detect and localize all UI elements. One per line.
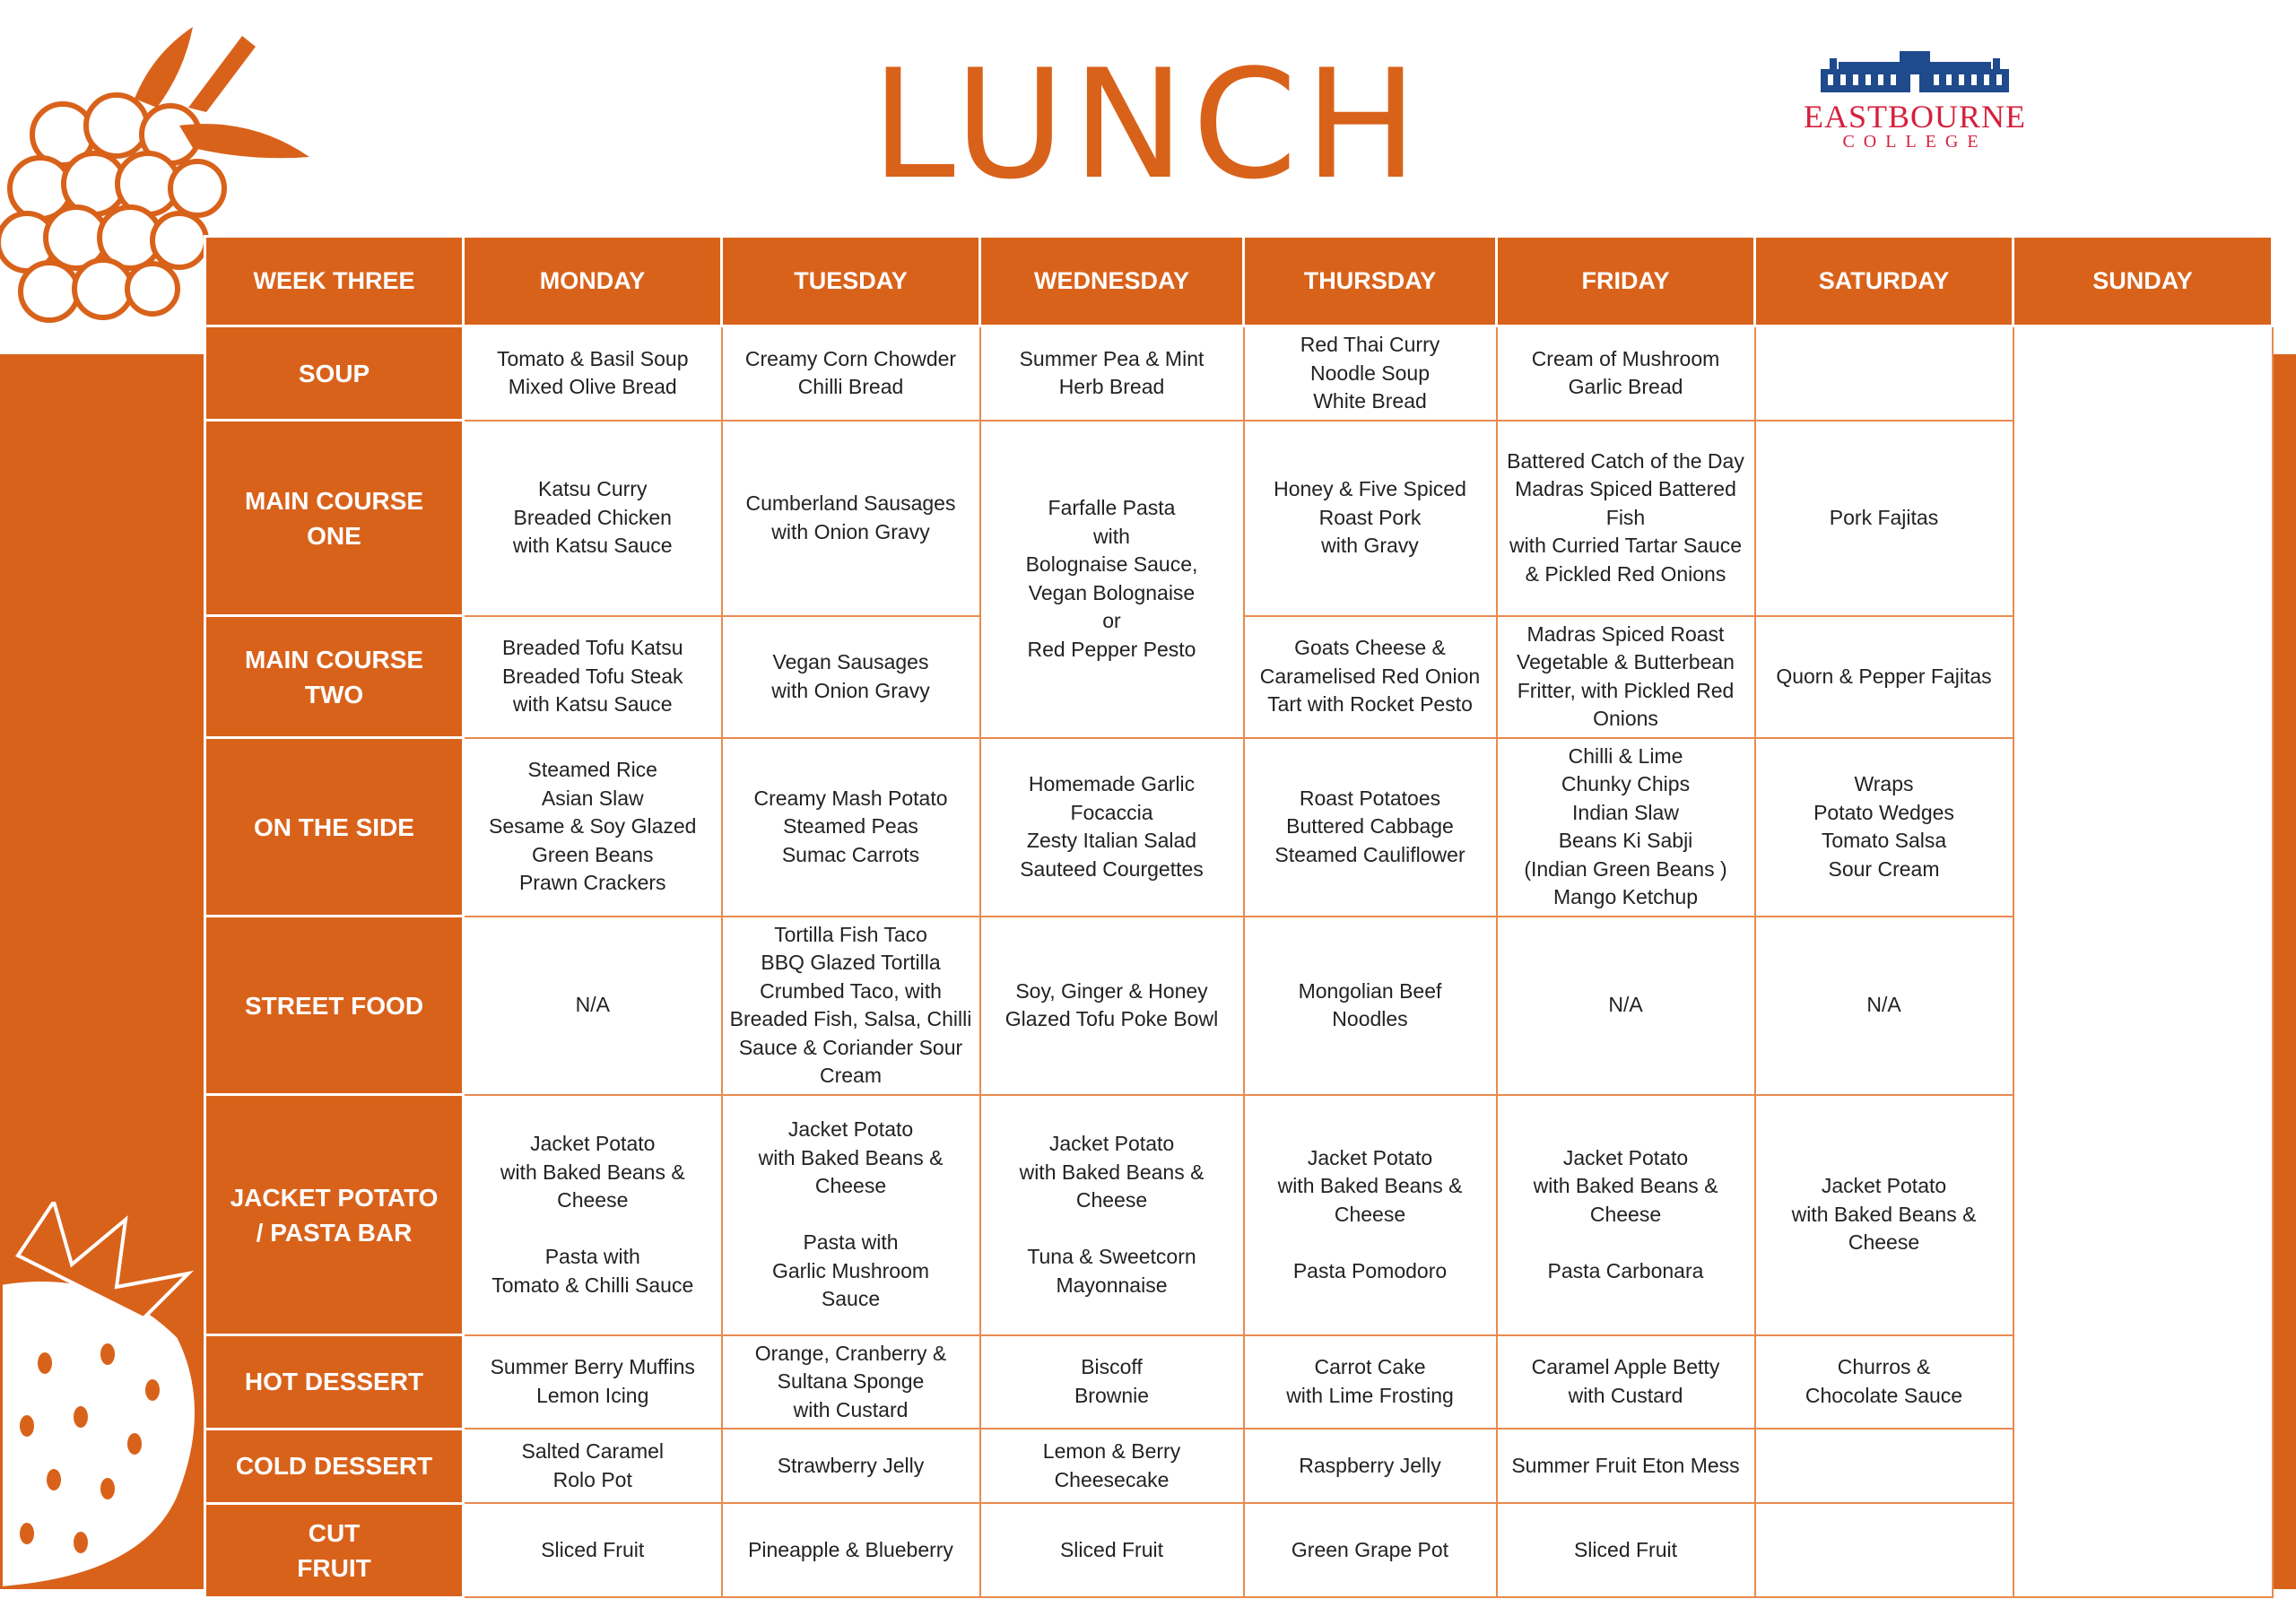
side-saturday: Wraps Potato Wedges Tomato Salsa Sour Cream [1755, 738, 2013, 917]
strawberry-illustration-icon [0, 1202, 206, 1589]
logo-subtitle: COLLEGE [1842, 132, 1987, 152]
soup-friday: Cream of Mushroom Garlic Bread [1497, 326, 1755, 421]
hot-dessert-monday: Summer Berry Muffins Lemon Icing [464, 1335, 722, 1430]
soup-monday: Tomato & Basil Soup Mixed Olive Bread [464, 326, 722, 421]
hot-dessert-friday: Caramel Apple Betty with Custard [1497, 1335, 1755, 1430]
jacket-potato-row [205, 1095, 2273, 1335]
street-tuesday: Tortilla Fish Taco BBQ Glazed Tortilla Crumbed Taco, with Breaded Fish, Salsa, Chilli Sauce & Coriander Sour Cream [722, 917, 980, 1095]
jacket-tuesday: Jacket Potato with Baked Beans & Cheese Pasta with Garlic Mushroom Sauce [722, 1095, 980, 1335]
hot-dessert-tuesday: Orange, Cranberry & Sultana Sponge with Custard [722, 1335, 980, 1430]
row-label-cold-dessert: COLD DESSERT [205, 1429, 464, 1503]
main-one-thursday: Honey & Five Spiced Roast Pork with Gravy [1244, 421, 1497, 616]
soup-thursday: Red Thai Curry Noodle Soup White Bread [1244, 326, 1497, 421]
week-label: WEEK THREE [205, 237, 464, 326]
main-one-monday: Katsu Curry Breaded Chicken with Katsu Sauce [464, 421, 722, 616]
hot-dessert-wednesday: Biscoff Brownie [980, 1335, 1244, 1430]
main-two-saturday: Quorn & Pepper Fajitas [1755, 616, 2013, 738]
fruit-tuesday: Pineapple & Blueberry [722, 1503, 980, 1597]
side-thursday: Roast Potatoes Buttered Cabbage Steamed Cauliflower [1244, 738, 1497, 917]
side-monday: Steamed Rice Asian Slaw Sesame & Soy Glazed Green Beans Prawn Crackers [464, 738, 722, 917]
main-course-one-row [205, 421, 2273, 616]
row-label-main-course-two: MAIN COURSE TWO [205, 616, 464, 738]
hot-dessert-row [205, 1335, 2273, 1430]
street-wednesday: Soy, Ginger & Honey Glazed Tofu Poke Bowl [980, 917, 1244, 1095]
street-friday: N/A [1497, 917, 1755, 1095]
day-header-monday: MONDAY [464, 237, 722, 326]
logo-name: EASTBOURNE [1803, 99, 2026, 135]
main-one-friday: Battered Catch of the Day Madras Spiced Battered Fish with Curried Tartar Sauce & Pickled Red Onions [1497, 421, 1755, 616]
school-logo [1794, 49, 2036, 151]
day-header-tuesday: TUESDAY [722, 237, 980, 326]
day-header-saturday: SATURDAY [1755, 237, 2013, 326]
side-row [205, 738, 2273, 917]
day-header-sunday: SUNDAY [2013, 237, 2273, 326]
jacket-monday: Jacket Potato with Baked Beans & Cheese Pasta with Tomato & Chilli Sauce [464, 1095, 722, 1335]
day-header-friday: FRIDAY [1497, 237, 1755, 326]
street-saturday: N/A [1755, 917, 2013, 1095]
street-food-row [205, 917, 2273, 1095]
cold-dessert-wednesday: Lemon & Berry Cheesecake [980, 1429, 1244, 1503]
day-header-wednesday: WEDNESDAY [980, 237, 1244, 326]
jacket-thursday: Jacket Potato with Baked Beans & Cheese Pasta Pomodoro [1244, 1095, 1497, 1335]
row-label-cut-fruit: CUT FRUIT [205, 1503, 464, 1597]
side-tuesday: Creamy Mash Potato Steamed Peas Sumac Carrots [722, 738, 980, 917]
main-two-friday: Madras Spiced Roast Vegetable & Butterbean Fritter, with Pickled Red Onions [1497, 616, 1755, 738]
street-thursday: Mongolian Beef Noodles [1244, 917, 1497, 1095]
row-label-main-course-one: MAIN COURSE ONE [205, 421, 464, 616]
street-monday: N/A [464, 917, 722, 1095]
soup-saturday [1755, 326, 2013, 421]
jacket-saturday: Jacket Potato with Baked Beans & Cheese [1755, 1095, 2013, 1335]
soup-wednesday: Summer Pea & Mint Herb Bread [980, 326, 1244, 421]
row-label-jacket-potato: JACKET POTATO / PASTA BAR [205, 1095, 464, 1335]
jacket-wednesday: Jacket Potato with Baked Beans & Cheese Tuna & Sweetcorn Mayonnaise [980, 1095, 1244, 1335]
cold-dessert-thursday: Raspberry Jelly [1244, 1429, 1497, 1503]
main-one-saturday: Pork Fajitas [1755, 421, 2013, 616]
cold-dessert-row [205, 1429, 2273, 1503]
college-building-icon [1821, 49, 2009, 92]
row-label-hot-dessert: HOT DESSERT [205, 1335, 464, 1430]
side-friday: Chilli & Lime Chunky Chips Indian Slaw Beans Ki Sabji (Indian Green Beans ) Mango Ketchup [1497, 738, 1755, 917]
soup-tuesday: Creamy Corn Chowder Chilli Bread [722, 326, 980, 421]
soup-row [205, 326, 2273, 421]
row-label-on-the-side: ON THE SIDE [205, 738, 464, 917]
page-title: LUNCH [871, 37, 1425, 213]
lunch-menu-table [204, 235, 2274, 1599]
main-two-thursday: Goats Cheese & Caramelised Red Onion Tart with Rocket Pesto [1244, 616, 1497, 738]
fruit-friday: Sliced Fruit [1497, 1503, 1755, 1597]
cold-dessert-saturday [1755, 1429, 2013, 1503]
day-header-thursday: THURSDAY [1244, 237, 1497, 326]
cold-dessert-tuesday: Strawberry Jelly [722, 1429, 980, 1503]
main-wednesday: Farfalle Pasta with Bolognaise Sauce, Vegan Bolognaise or Red Pepper Pesto [980, 421, 1244, 738]
main-two-tuesday: Vegan Sausages with Onion Gravy [722, 616, 980, 738]
cold-dessert-friday: Summer Fruit Eton Mess [1497, 1429, 1755, 1503]
row-label-soup: SOUP [205, 326, 464, 421]
fruit-saturday [1755, 1503, 2013, 1597]
row-label-street-food: STREET FOOD [205, 917, 464, 1095]
side-wednesday: Homemade Garlic Focaccia Zesty Italian Salad Sauteed Courgettes [980, 738, 1244, 917]
sunday-column [2013, 326, 2273, 1598]
fruit-monday: Sliced Fruit [464, 1503, 722, 1597]
fruit-thursday: Green Grape Pot [1244, 1503, 1497, 1597]
cut-fruit-row [205, 1503, 2273, 1597]
main-one-tuesday: Cumberland Sausages with Onion Gravy [722, 421, 980, 616]
jacket-friday: Jacket Potato with Baked Beans & Cheese Pasta Carbonara [1497, 1095, 1755, 1335]
cold-dessert-monday: Salted Caramel Rolo Pot [464, 1429, 722, 1503]
fruit-wednesday: Sliced Fruit [980, 1503, 1244, 1597]
hot-dessert-thursday: Carrot Cake with Lime Frosting [1244, 1335, 1497, 1430]
hot-dessert-saturday: Churros & Chocolate Sauce [1755, 1335, 2013, 1430]
main-two-monday: Breaded Tofu Katsu Breaded Tofu Steak with Katsu Sauce [464, 616, 722, 738]
header-row [205, 237, 2273, 326]
